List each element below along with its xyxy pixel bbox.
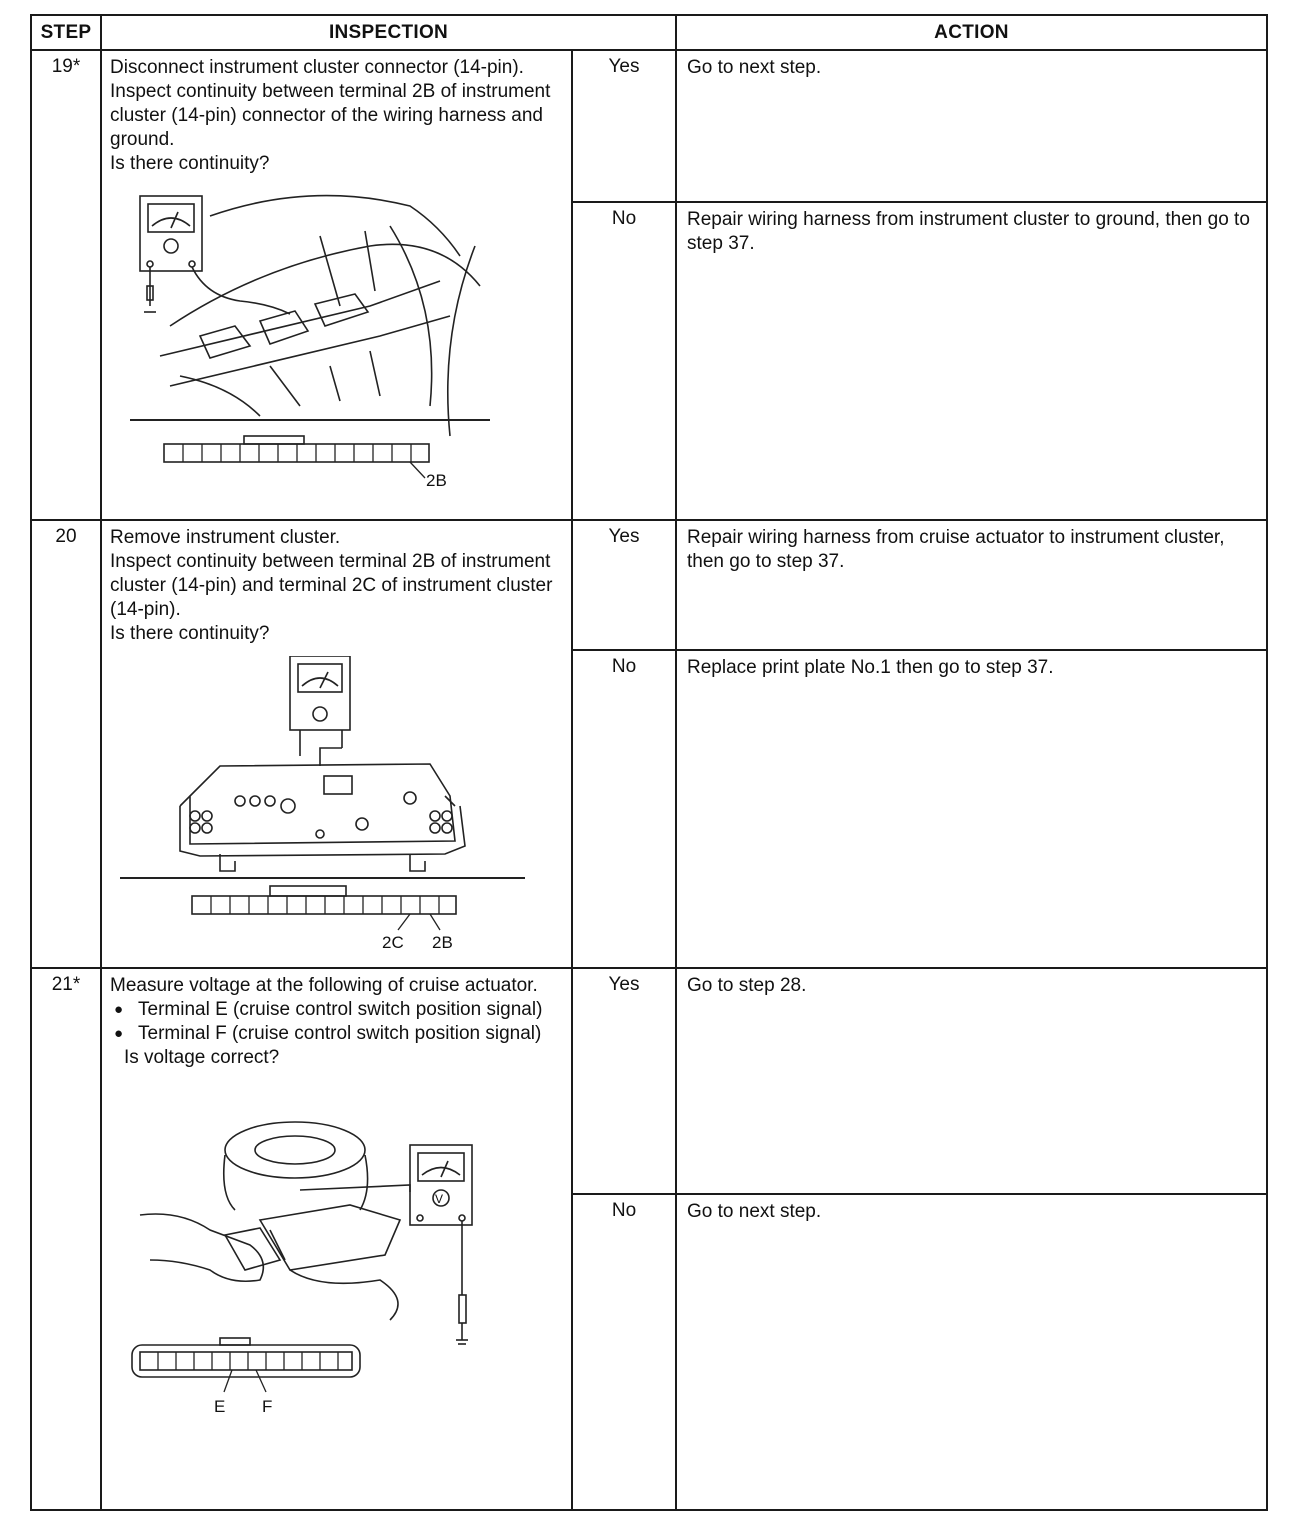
svg-text:V: V <box>435 1192 444 1206</box>
terminal-list <box>110 998 563 1046</box>
inspection-text: Disconnect instrument cluster connector (14-pin). <box>110 57 524 78</box>
inspection-text: Inspect continuity between terminal 2B of instrument cluster (14-pin) and terminal 2C of instrument cluster (14-pin). <box>110 551 553 620</box>
cruise-actuator-voltage-diagram <box>110 1120 550 1430</box>
no-action: Repair wiring harness from instrument cluster to ground, then go to step 37. <box>676 202 1267 520</box>
yes-label: Yes <box>572 520 676 650</box>
inspection-cell <box>101 968 572 1510</box>
voltmeter-icon <box>410 1145 472 1225</box>
header-action: ACTION <box>676 15 1267 50</box>
yes-label: Yes <box>572 50 676 202</box>
instrument-cluster-continuity-diagram <box>110 656 550 956</box>
header-step: STEP <box>31 15 101 50</box>
inspection-cell <box>101 520 572 968</box>
terminal-label-2b: 2B <box>432 933 453 952</box>
instrument-cluster-connector-ground-diagram <box>110 186 490 486</box>
no-label: No <box>572 1194 676 1510</box>
terminal-label-f: F <box>262 1397 273 1416</box>
no-action: Go to next step. <box>676 1194 1267 1510</box>
list-item: ● Terminal F (cruise control switch position signal) <box>110 1022 563 1046</box>
inspection-text: Remove instrument cluster. <box>110 527 341 548</box>
no-action: Replace print plate No.1 then go to step 37. <box>676 650 1267 968</box>
terminal-label-e: E <box>214 1397 226 1416</box>
inspection-text: Measure voltage at the following of cruise actuator. <box>110 975 538 996</box>
terminal-label-2b: 2B <box>426 471 447 486</box>
ohmmeter-icon <box>140 196 202 271</box>
table-row <box>31 968 1267 1194</box>
table-row <box>31 520 1267 650</box>
inspection-question: Is voltage correct? <box>124 1047 280 1068</box>
inspection-question: Is there continuity? <box>110 153 270 174</box>
yes-action: Go to step 28. <box>676 968 1267 1194</box>
yes-action: Go to next step. <box>676 50 1267 202</box>
table-row <box>31 50 1267 202</box>
terminal-label-2c: 2C <box>382 933 404 952</box>
inspection-question: Is there continuity? <box>110 623 270 644</box>
inspection-table <box>30 14 1268 1511</box>
troubleshooting-table-sheet <box>30 14 1268 1511</box>
step-number: 21* <box>31 968 101 1510</box>
list-item: ● Terminal E (cruise control switch position signal) <box>110 998 563 1022</box>
no-label: No <box>572 650 676 968</box>
header-inspection: INSPECTION <box>101 15 676 50</box>
header-row <box>31 15 1267 50</box>
inspection-cell <box>101 50 572 520</box>
step-number: 20 <box>31 520 101 968</box>
step-number: 19* <box>31 50 101 520</box>
ohmmeter-icon <box>290 656 350 730</box>
inspection-text: Inspect continuity between terminal 2B of instrument cluster (14-pin) connector of the wiring harness and ground. <box>110 81 551 150</box>
yes-label: Yes <box>572 968 676 1194</box>
yes-action: Repair wiring harness from cruise actuator to instrument cluster, then go to step 37. <box>676 520 1267 650</box>
no-label: No <box>572 202 676 520</box>
